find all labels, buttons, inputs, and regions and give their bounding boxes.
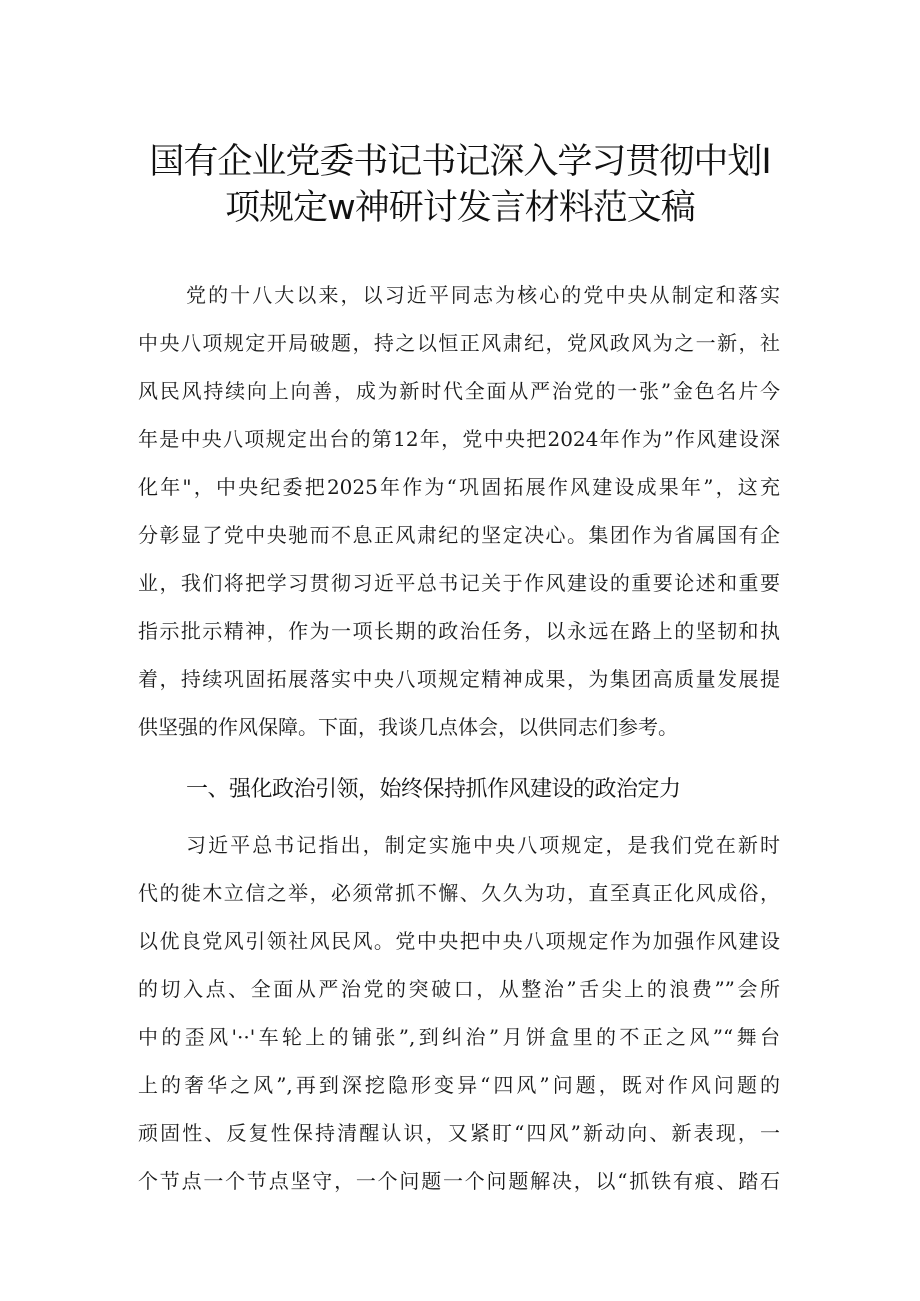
paragraph-1-line: 供坚强的作风保障。下面，我谈几点体会，以供同志们参考。 (138, 715, 678, 739)
paragraph-1-line: 年是中央八项规定出台的第12年，党中央把2024年作为”作风建设深 (138, 427, 780, 451)
paragraph-2-line: 的切入点、全面从严治党的突破口，从整治”舌尖上的浪费””会所 (138, 977, 780, 1001)
paragraph-2-line: 习近平总书记指出，制定实施中央八项规定，是我们党在新时 (186, 833, 780, 857)
paragraph-1-line: 风民风持续向上向善，成为新时代全面从严治党的一张”金色名片今 (138, 379, 780, 403)
section-heading-1: 一、强化政治引领，始终保持抓作风建设的政治定力 (186, 777, 681, 802)
paragraph-2-line: 个节点一个节点坚守，一个问题一个问题解决，以“抓铁有痕、踏石 (138, 1169, 780, 1193)
paragraph-1-line: 着，持续巩固拓展落实中央八项规定精神成果，为集团高质量发展提 (138, 667, 780, 691)
paragraph-1-line: 中央八项规定开局破题，持之以恒正风肃纪，党风政风为之一新，社 (138, 331, 780, 355)
paragraph-1-line: 党的十八大以来，以习近平同志为核心的党中央从制定和落实 (186, 283, 780, 307)
paragraph-2-line: 顽固性、反复性保持清醒认识，又紧盯“四风”新动向、新表现，一 (138, 1121, 780, 1145)
paragraph-1-line: 分彰显了党中央驰而不息正风肃纪的坚定决心。集团作为省属国有企 (138, 523, 780, 547)
document-title-line-1: 国有企业党委书记书记深入学习贯彻中划I (149, 142, 771, 182)
paragraph-2-line: 代的徙木立信之举，必须常抓不懈、久久为功，直至真正化风成俗， (138, 881, 780, 905)
paragraph-2-line: 以优良党风引领社风民风。党中央把中央八项规定作为加强作风建设 (138, 929, 780, 953)
document-title-line-2: 项规定w神研讨发言材料范文稿 (225, 188, 695, 228)
paragraph-2-line: 上的奢华之风”,再到深挖隐形变异“四风”问题，既对作风问题的 (138, 1073, 780, 1097)
paragraph-1-line: 业，我们将把学习贯彻习近平总书记关于作风建设的重要论述和重要 (138, 571, 780, 595)
paragraph-1-line: 指示批示精神，作为一项长期的政治任务，以永远在路上的坚韧和执 (138, 619, 780, 643)
paragraph-1-line: 化年"，中央纪委把2025年作为“巩固拓展作风建设成果年”，这充 (138, 475, 780, 499)
paragraph-2-line: 中的歪风'··'车轮上的铺张”,到纠治”月饼盒里的不正之风”“舞台 (138, 1025, 780, 1049)
